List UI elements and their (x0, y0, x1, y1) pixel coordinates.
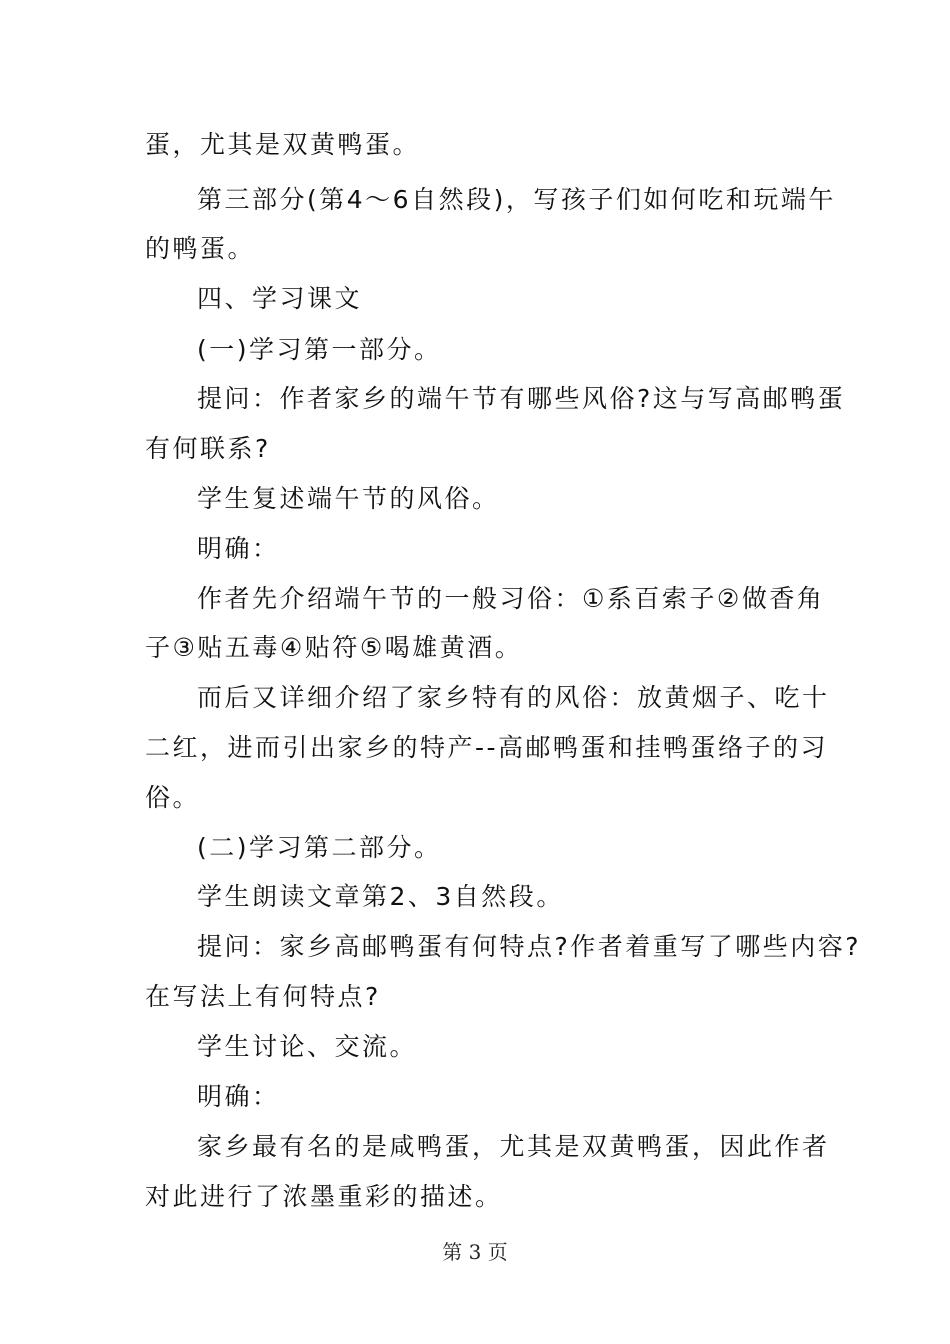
text-line-1: 蛋，尤其是双黄鸭蛋。 (145, 130, 421, 159)
text-line-10: 作者先介绍端午节的一般习俗：①系百索子②做香角 (197, 584, 825, 613)
text-line-9: 明确： (197, 534, 280, 563)
text-line-7: 有何联系? (145, 434, 271, 463)
text-line-19: 学生讨论、交流。 (197, 1032, 418, 1061)
text-line-18: 在写法上有何特点? (145, 982, 381, 1011)
text-line-21: 家乡最有名的是咸鸭蛋，尤其是双黄鸭蛋，因此作者 (197, 1132, 830, 1161)
text-line-13: 二红，进而引出家乡的特产--高邮鸭蛋和挂鸭蛋络子的习 (145, 733, 829, 762)
text-line-17: 提问：家乡高邮鸭蛋有何特点?作者着重写了哪些内容? (197, 932, 862, 961)
text-line-2: 第三部分(第4～6自然段)，写孩子们如何吃和玩端午 (197, 185, 836, 214)
text-line-8: 学生复述端午节的风俗。 (197, 484, 500, 513)
subsection-heading-part-two: (二)学习第二部分。 (197, 833, 442, 862)
text-line-14: 俗。 (145, 783, 201, 812)
text-line-22: 对此进行了浓墨重彩的描述。 (145, 1182, 503, 1211)
section-heading-study: 四、学习课文 (197, 284, 363, 313)
page-number: 第 3 页 (442, 1240, 508, 1264)
text-line-20: 明确： (197, 1082, 280, 1111)
subsection-heading-part-one: (一)学习第一部分。 (197, 335, 442, 364)
text-line-16: 学生朗读文章第2、3自然段。 (197, 882, 564, 911)
text-line-12: 而后又详细介绍了家乡特有的风俗：放黄烟子、吃十 (197, 683, 830, 712)
text-line-6: 提问：作者家乡的端午节有哪些风俗?这与写高邮鸭蛋 (197, 384, 846, 413)
text-line-11: 子③贴五毒④贴符⑤喝雄黄酒。 (145, 633, 523, 662)
text-line-3: 的鸭蛋。 (145, 234, 256, 263)
